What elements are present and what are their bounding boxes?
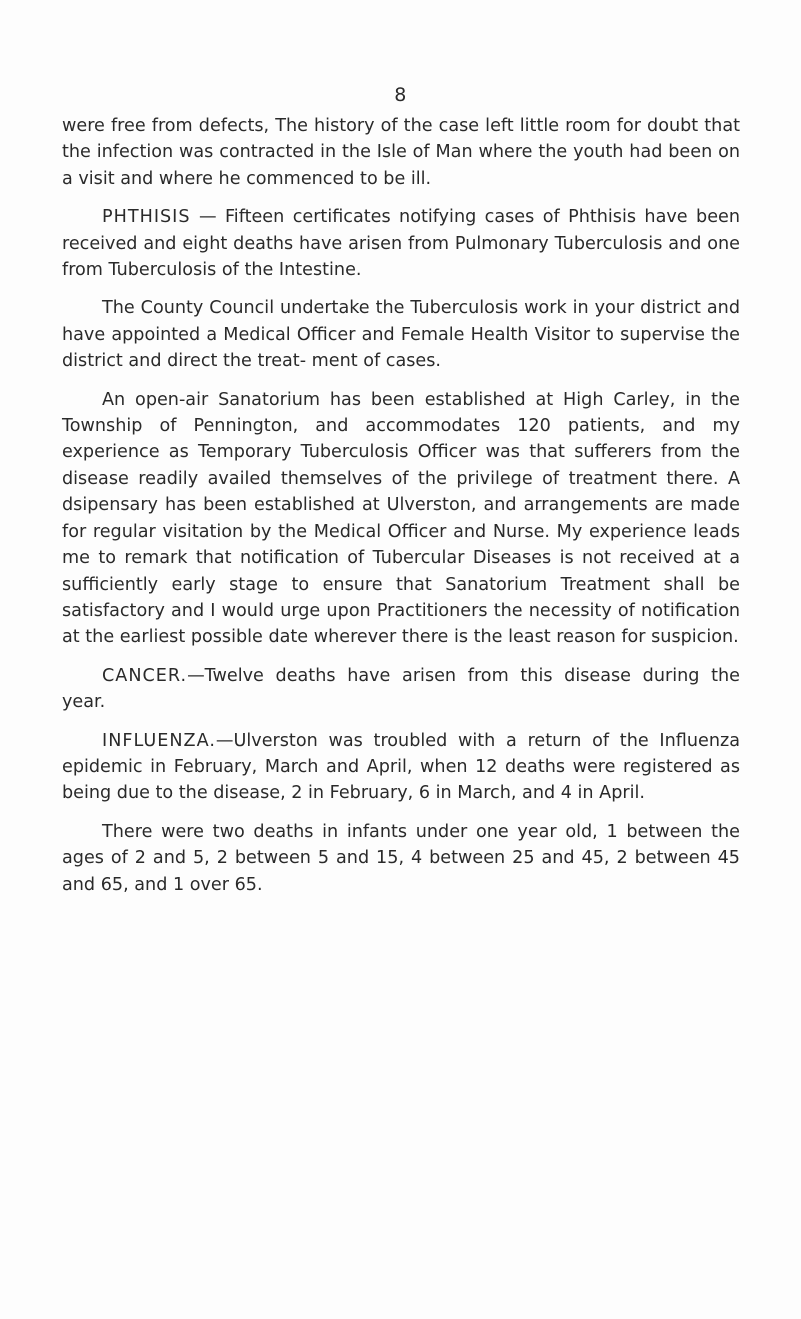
paragraph-text: —Ulverston was troubled with a return of the Influenza epidemic in February, March and April, when 12 deaths were registered as being due to the disease, 2 in February, 6 in March, and 4 in April.: [62, 730, 740, 804]
paragraph-text: —Twelve deaths have arisen from this disease during the year.: [62, 665, 740, 713]
section-heading-influenza: INFLUENZA.: [102, 730, 216, 751]
section-heading-cancer: CANCER.: [102, 665, 188, 686]
paragraph-text: were free from defects, The history of the case left little room for doubt that the infection was contracted in the Isle of Man where the youth had been on a visit and where he commenced to be ill.: [62, 116, 740, 189]
paragraph-sanatorium: [62, 387, 740, 651]
paragraph-text: The County Council undertake the Tuberculosis work in your district and have appointed a Medical Officer and Female Health Visitor to supervise the district and direct the treat- ment of cases.: [62, 298, 740, 372]
page-number: 8: [394, 84, 407, 106]
paragraph-cancer: [62, 663, 740, 716]
paragraph-infant-deaths: [62, 819, 740, 898]
paragraph-text: — Fifteen certificates notifying cases of Phthisis have been received and eight deaths have arisen from Pulmonary Tuberculosis and one from Tuberculosis of the Intestine.: [62, 207, 740, 281]
paragraph-text: An open-air Sanatorium has been established at High Carley, in the Township of Pennington, and accommodates 120 patients, and my experience as Temporary Tuberculosis Officer was that sufferers from the disease readily availed themselves of the privilege of treatment there. A dsipensary has been established at Ulverston, and arrangements are made for regular visitation by the Medical Officer and Nurse. My experience leads me to remark that notification of Tubercular Diseases is not received at a sufficiently early stage to ensure that Sanatorium Treatment shall be satisfactory and I would urge upon Practitioners the necessity of notification at the earliest possible date wherever there is the least reason for suspicion.: [62, 389, 740, 648]
body-text: [62, 113, 740, 910]
paragraph-text: There were two deaths in infants under one year old, 1 between the ages of 2 and 5, 2 between 5 and 15, 4 between 25 and 45, 2 between 45 and 65, and 1 over 65.: [62, 821, 740, 895]
paragraph-influenza: [62, 728, 740, 807]
section-heading-phthisis: PHTHISIS: [102, 207, 191, 228]
paragraph-county-council: [62, 295, 740, 374]
paragraph-1: [62, 113, 740, 192]
paragraph-phthisis: [62, 204, 740, 283]
